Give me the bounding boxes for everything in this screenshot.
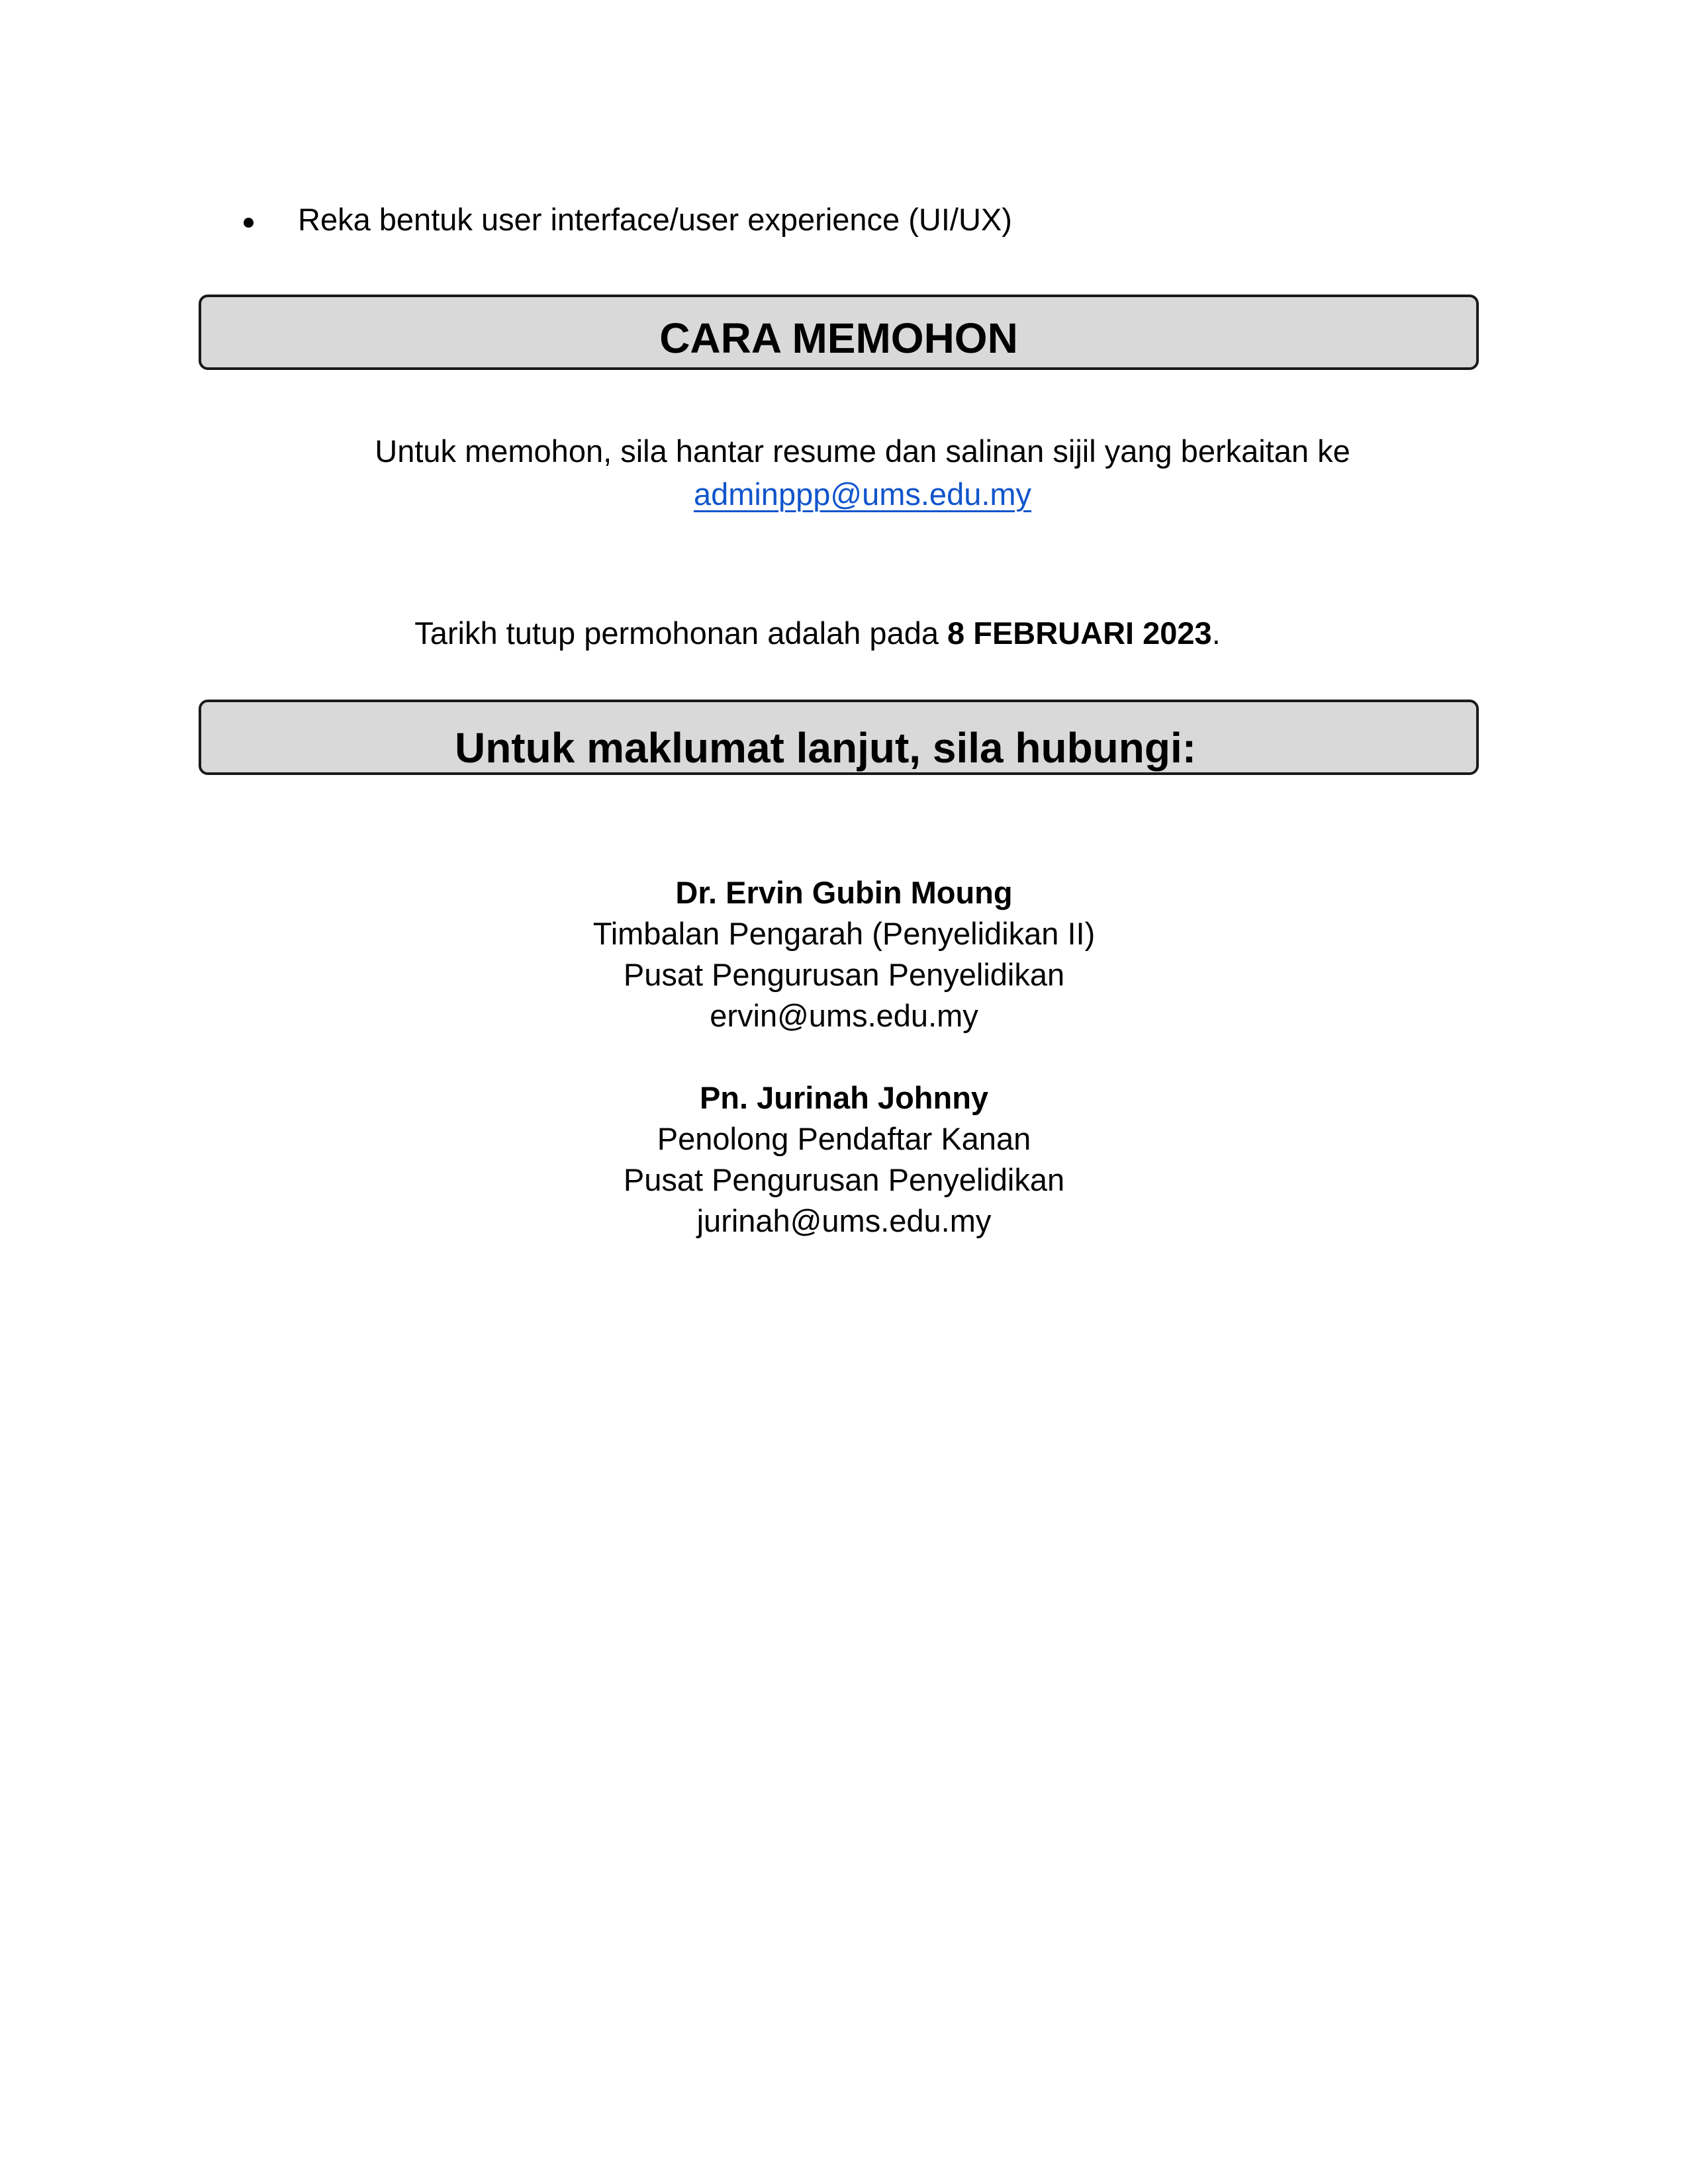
bullet-icon [244,218,254,228]
contact-position: Penolong Pendaftar Kanan [657,1121,1031,1156]
contact-section-header [199,700,1479,775]
contact-card [0,872,1688,1036]
apply-email-line [19,473,1688,516]
contact-section-title: Untuk maklumat lanjut, sila hubungi: [454,724,1197,772]
contact-department: Pusat Pengurusan Penyelidikan [623,1162,1065,1197]
contact-name: Dr. Ervin Gubin Moung [675,875,1013,910]
bullet-item-text: Reka bentuk user interface/user experience (UI/UX) [298,202,1012,237]
contact-department: Pusat Pengurusan Penyelidikan [623,957,1065,992]
deadline-prefix: Tarikh tutup permohonan adalah pada [414,615,948,651]
apply-section-title: CARA MEMOHON [659,314,1018,362]
apply-section-header [199,295,1479,370]
apply-email-link[interactable]: adminppp@ums.edu.my [693,477,1032,512]
contact-position: Timbalan Pengarah (Penyelidikan II) [592,916,1096,951]
contact-card [0,1077,1688,1242]
apply-instruction: Untuk memohon, sila hantar resume dan salinan sijil yang berkaitan ke [375,433,1350,469]
deadline-statement [0,612,1662,655]
contact-email: jurinah@ums.edu.my [696,1203,992,1238]
deadline-suffix: . [1211,615,1221,651]
contact-name: Pn. Jurinah Johnny [699,1080,989,1115]
contact-email: ervin@ums.edu.my [710,998,978,1033]
deadline-date: 8 FEBRUARI 2023 [947,615,1212,651]
